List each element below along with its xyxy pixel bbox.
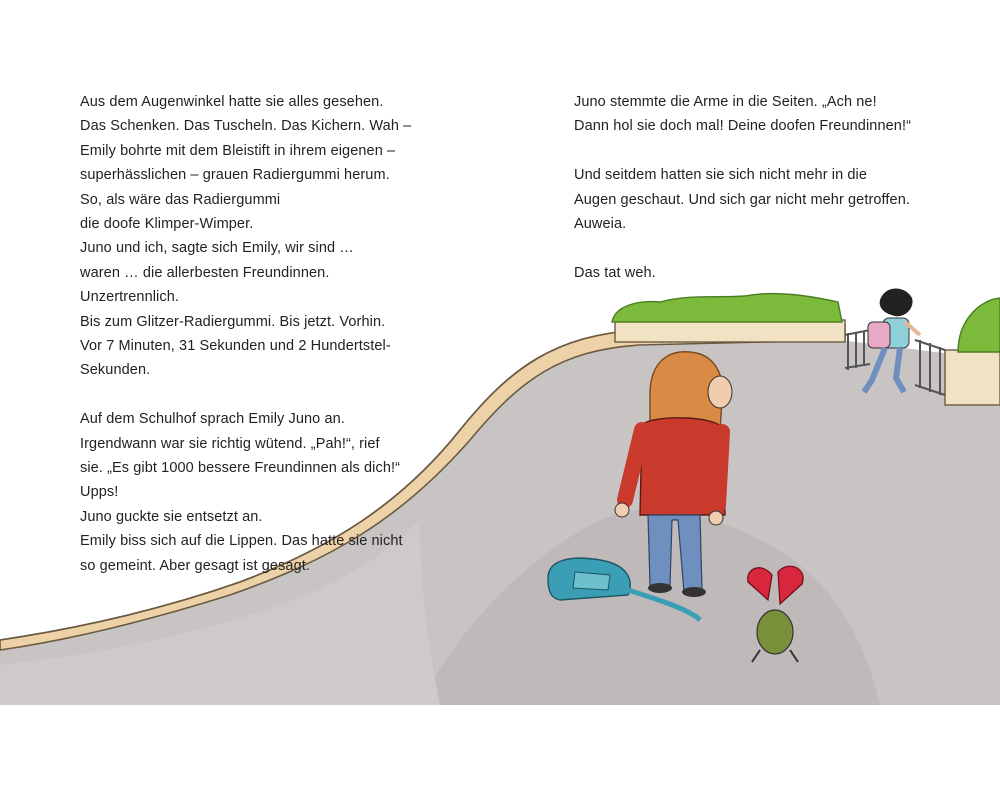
text-line: sie. „Es gibt 1000 bessere Freundinnen als dich!“	[80, 460, 401, 477]
paragraph-2	[574, 163, 954, 236]
hedge-left	[612, 294, 842, 322]
text-line: Emily biss sich auf die Lippen. Das hatte sie nicht	[80, 533, 403, 550]
text-line: Unzertrennlich.	[80, 289, 180, 306]
paragraph-2	[80, 407, 430, 578]
wall-block-left	[615, 320, 845, 342]
wall-block-right	[945, 350, 1000, 405]
text-line: Das Schenken. Das Tuscheln. Das Kichern. Wah –	[80, 118, 412, 135]
paragraph-gap	[80, 383, 430, 407]
text-line: Augen geschaut. Und sich gar nicht mehr getroffen.	[574, 191, 911, 208]
text-line: Vor 7 Minuten, 31 Sekunden und 2 Hundertstel-	[80, 338, 391, 355]
text-line: so gemeint. Aber gesagt ist gesagt.	[80, 557, 310, 574]
text-line: So, als wäre das Radiergummi	[80, 191, 281, 208]
text-line: Juno guckte sie entsetzt an.	[80, 508, 263, 525]
paragraph-1	[574, 90, 954, 139]
text-line: Sekunden.	[80, 362, 151, 379]
text-line: Auweia.	[574, 216, 627, 233]
hedge-right	[958, 298, 1000, 352]
paragraph-1	[80, 90, 430, 383]
left-text-column	[80, 90, 430, 578]
text-line: Und seitdem hatten sie sich nicht mehr in die	[574, 167, 868, 184]
text-line: Juno und ich, sagte sich Emily, wir sind …	[80, 240, 354, 257]
right-text-column	[574, 90, 954, 285]
paragraph-gap	[574, 236, 954, 260]
text-line: Das tat weh.	[574, 264, 656, 281]
text-line: die doofe Klimper-Wimper.	[80, 216, 254, 233]
text-line: Auf dem Schulhof sprach Emily Juno an.	[80, 411, 345, 428]
text-line: Irgendwann war sie richtig wütend. „Pah!“, rief	[80, 435, 380, 452]
text-line: Aus dem Augenwinkel hatte sie alles gesehen.	[80, 94, 384, 110]
text-line: superhässlichen – grauen Radiergummi herum.	[80, 167, 390, 184]
text-line: Juno stemmte die Arme in die Seiten. „Ach ne!	[574, 94, 877, 110]
text-line: Upps!	[80, 484, 119, 501]
paragraph-gap	[574, 139, 954, 163]
text-line: Dann hol sie doch mal! Deine doofen Freundinnen!“	[574, 118, 911, 135]
text-line: waren … die allerbesten Freundinnen.	[80, 264, 330, 281]
text-line: Bis zum Glitzer-Radiergummi. Bis jetzt. Vorhin.	[80, 313, 386, 330]
paragraph-3	[574, 261, 954, 285]
text-line: Emily bohrte mit dem Bleistift in ihrem eigenen –	[80, 142, 396, 159]
